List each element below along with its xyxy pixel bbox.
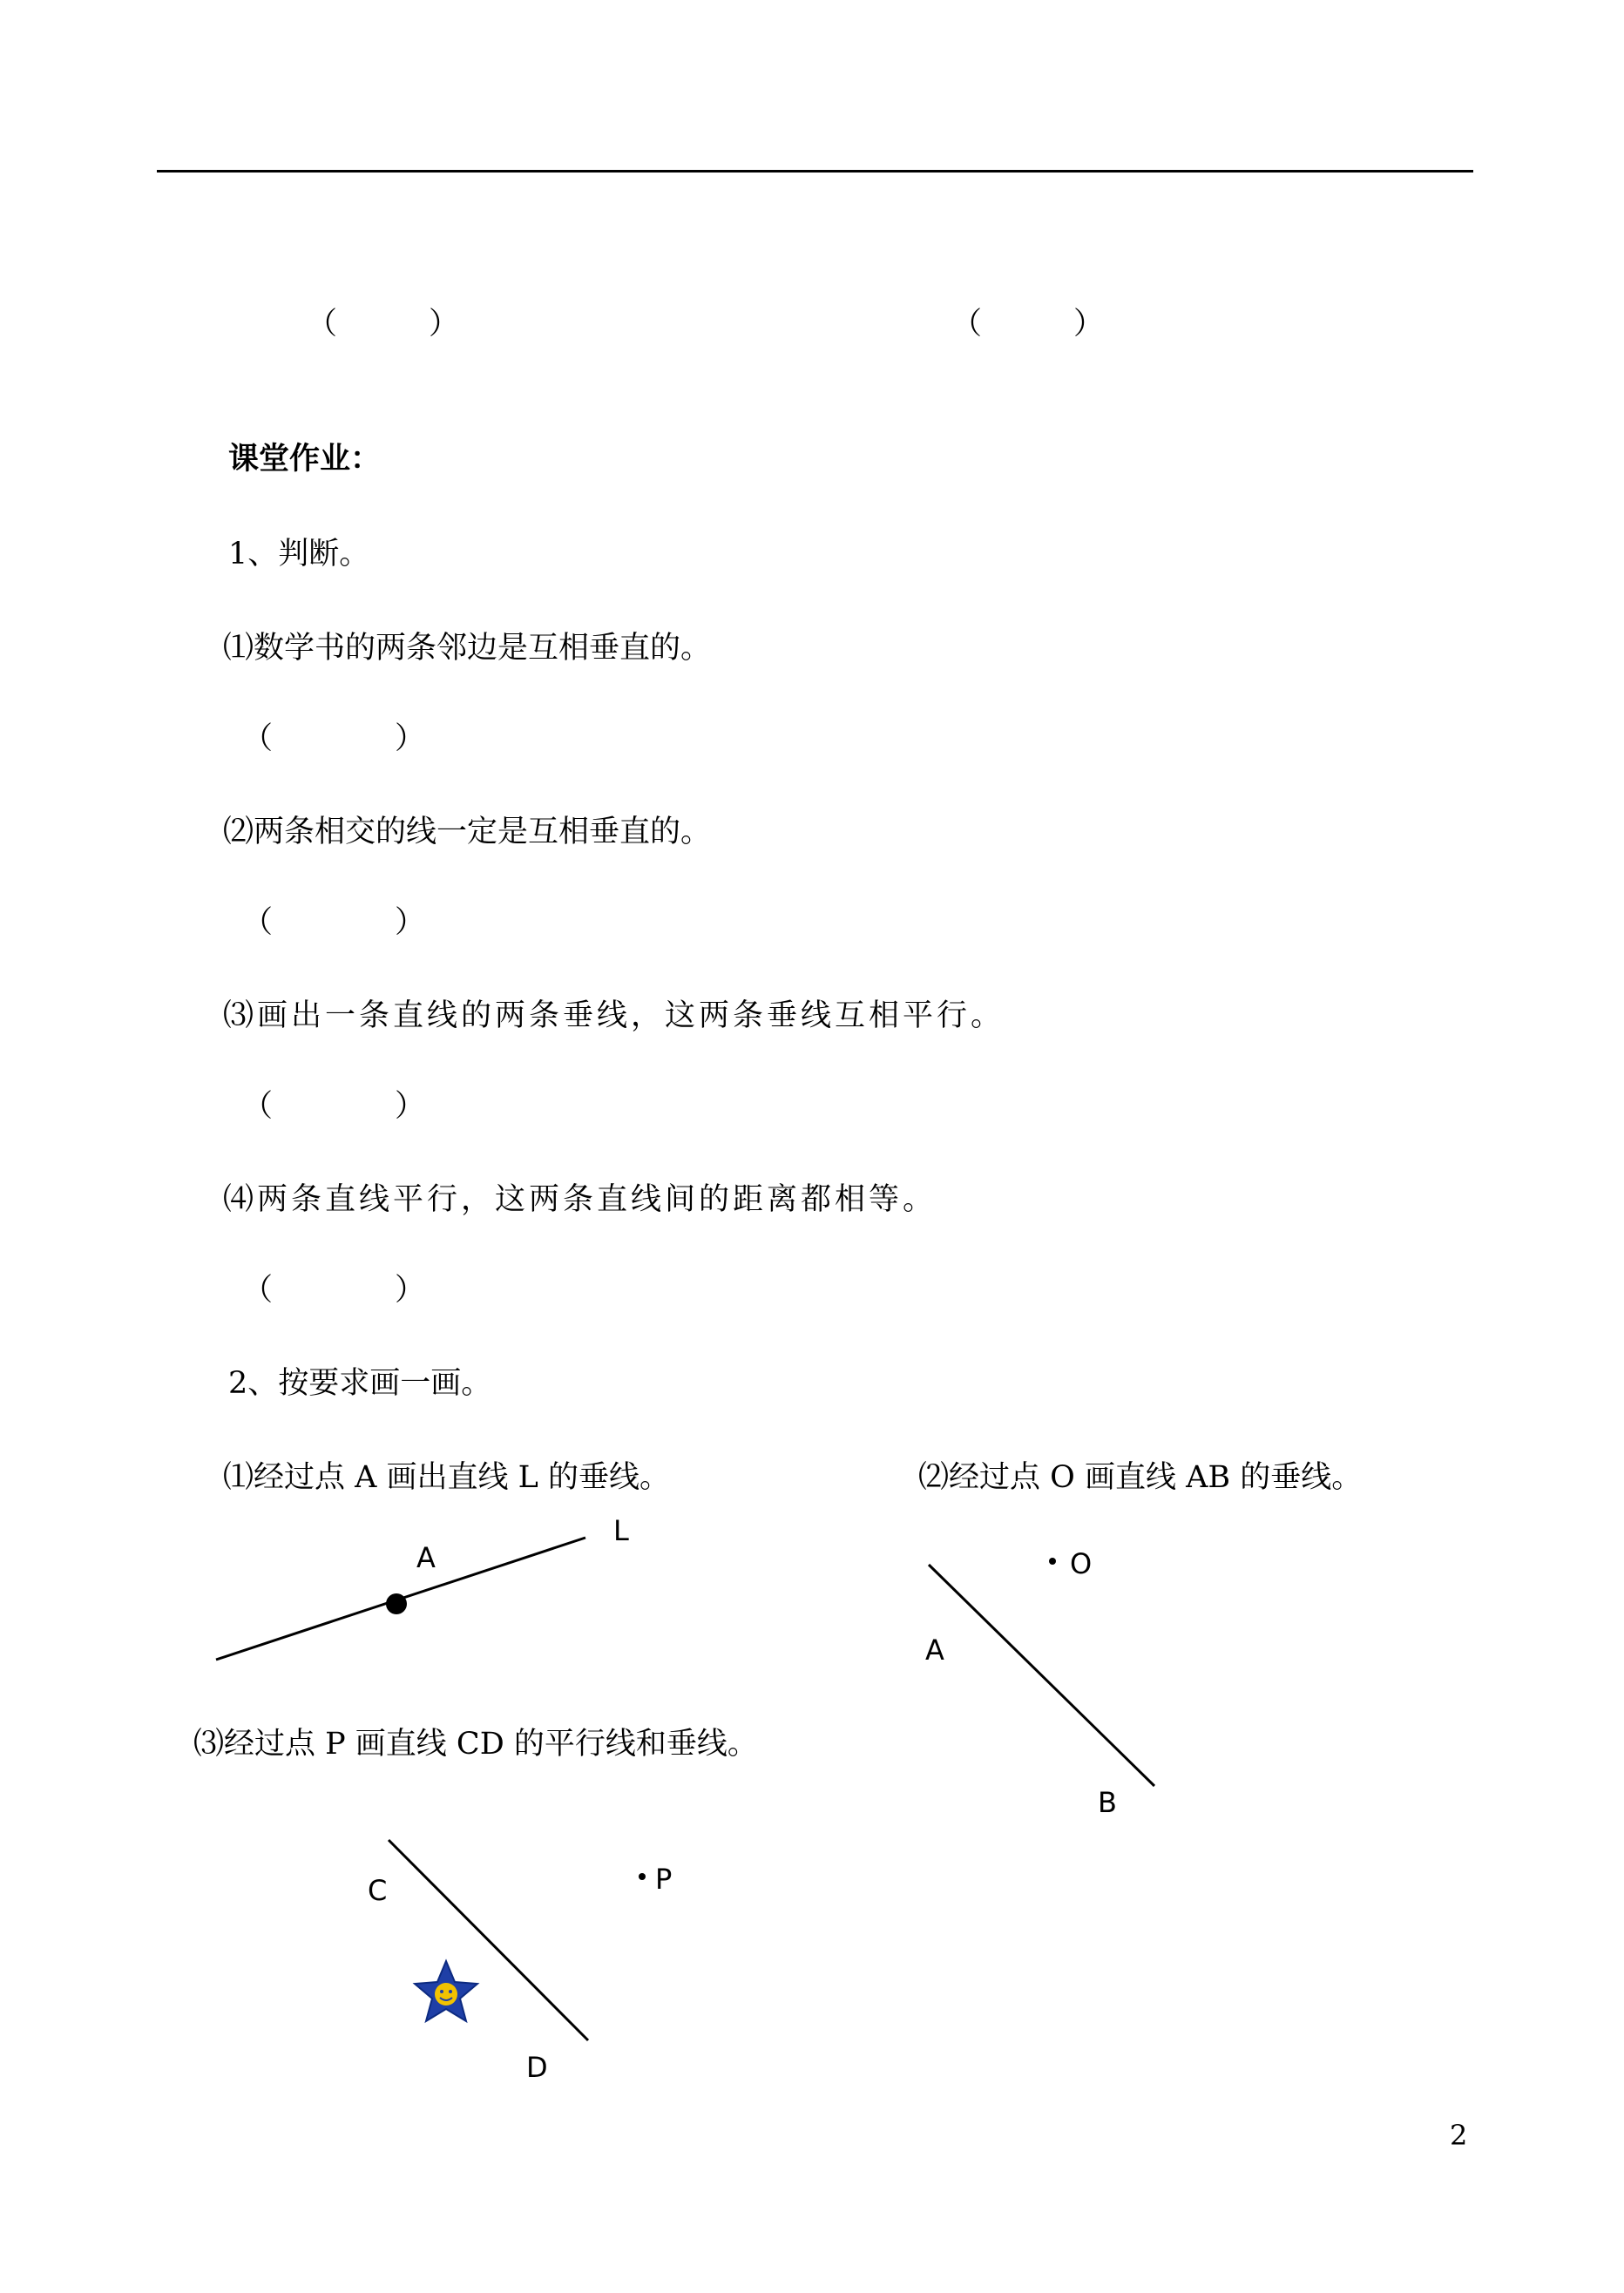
q1-title: 1、判断。 [228,537,370,572]
line-AB [929,1565,1154,1786]
q1-item-3-blank: （ ） [242,1089,426,1124]
point-P-dot [639,1873,646,1880]
q1-item-1-blank: （ ） [242,721,426,756]
fig2-point-label: O [1070,1547,1093,1580]
fig1-line-label: L [613,1514,629,1547]
q2-sub1-text: ⑴经过点 A 画出直线 L 的垂线。 [223,1460,671,1495]
page-number: 2 [1450,2119,1468,2152]
q2-sub2-text: ⑵经过点 O 画直线 AB 的垂线。 [918,1460,1363,1495]
fig3-point-label: P [655,1863,673,1896]
top-answer-blank-left: （ ） [307,307,460,342]
line-CD [389,1840,588,2040]
q2-title: 2、按要求画一画。 [228,1366,492,1401]
point-O-dot [1049,1558,1056,1565]
q2-sub3-text: ⑶经过点 P 画直线 CD 的平行线和垂线。 [193,1727,758,1762]
q1-item-3-text: ⑶画出一条直线的两条垂线，这两条垂线互相平行。 [223,998,1005,1033]
fig1-point-label: A [416,1541,436,1574]
section-title: 课堂作业： [228,441,382,477]
star-sticker-icon [415,1961,477,2021]
q1-item-4-blank: （ ） [242,1273,426,1308]
fig2-end-a-label: A [925,1634,944,1667]
fig3-end-c-label: C [368,1874,388,1907]
point-A-dot [386,1593,407,1614]
q1-item-2-text: ⑵两条相交的线一定是互相垂直的。 [223,815,712,849]
q1-item-2-blank: （ ） [242,905,426,940]
fig3-end-d-label: D [526,2051,548,2084]
fig2-end-b-label: B [1098,1786,1117,1819]
q1-item-1-text: ⑴数学书的两条邻边是互相垂直的。 [223,631,712,666]
top-answer-blank-right: （ ） [951,307,1105,342]
q1-item-4-text: ⑷两条直线平行，这两条直线间的距离都相等。 [223,1182,937,1217]
